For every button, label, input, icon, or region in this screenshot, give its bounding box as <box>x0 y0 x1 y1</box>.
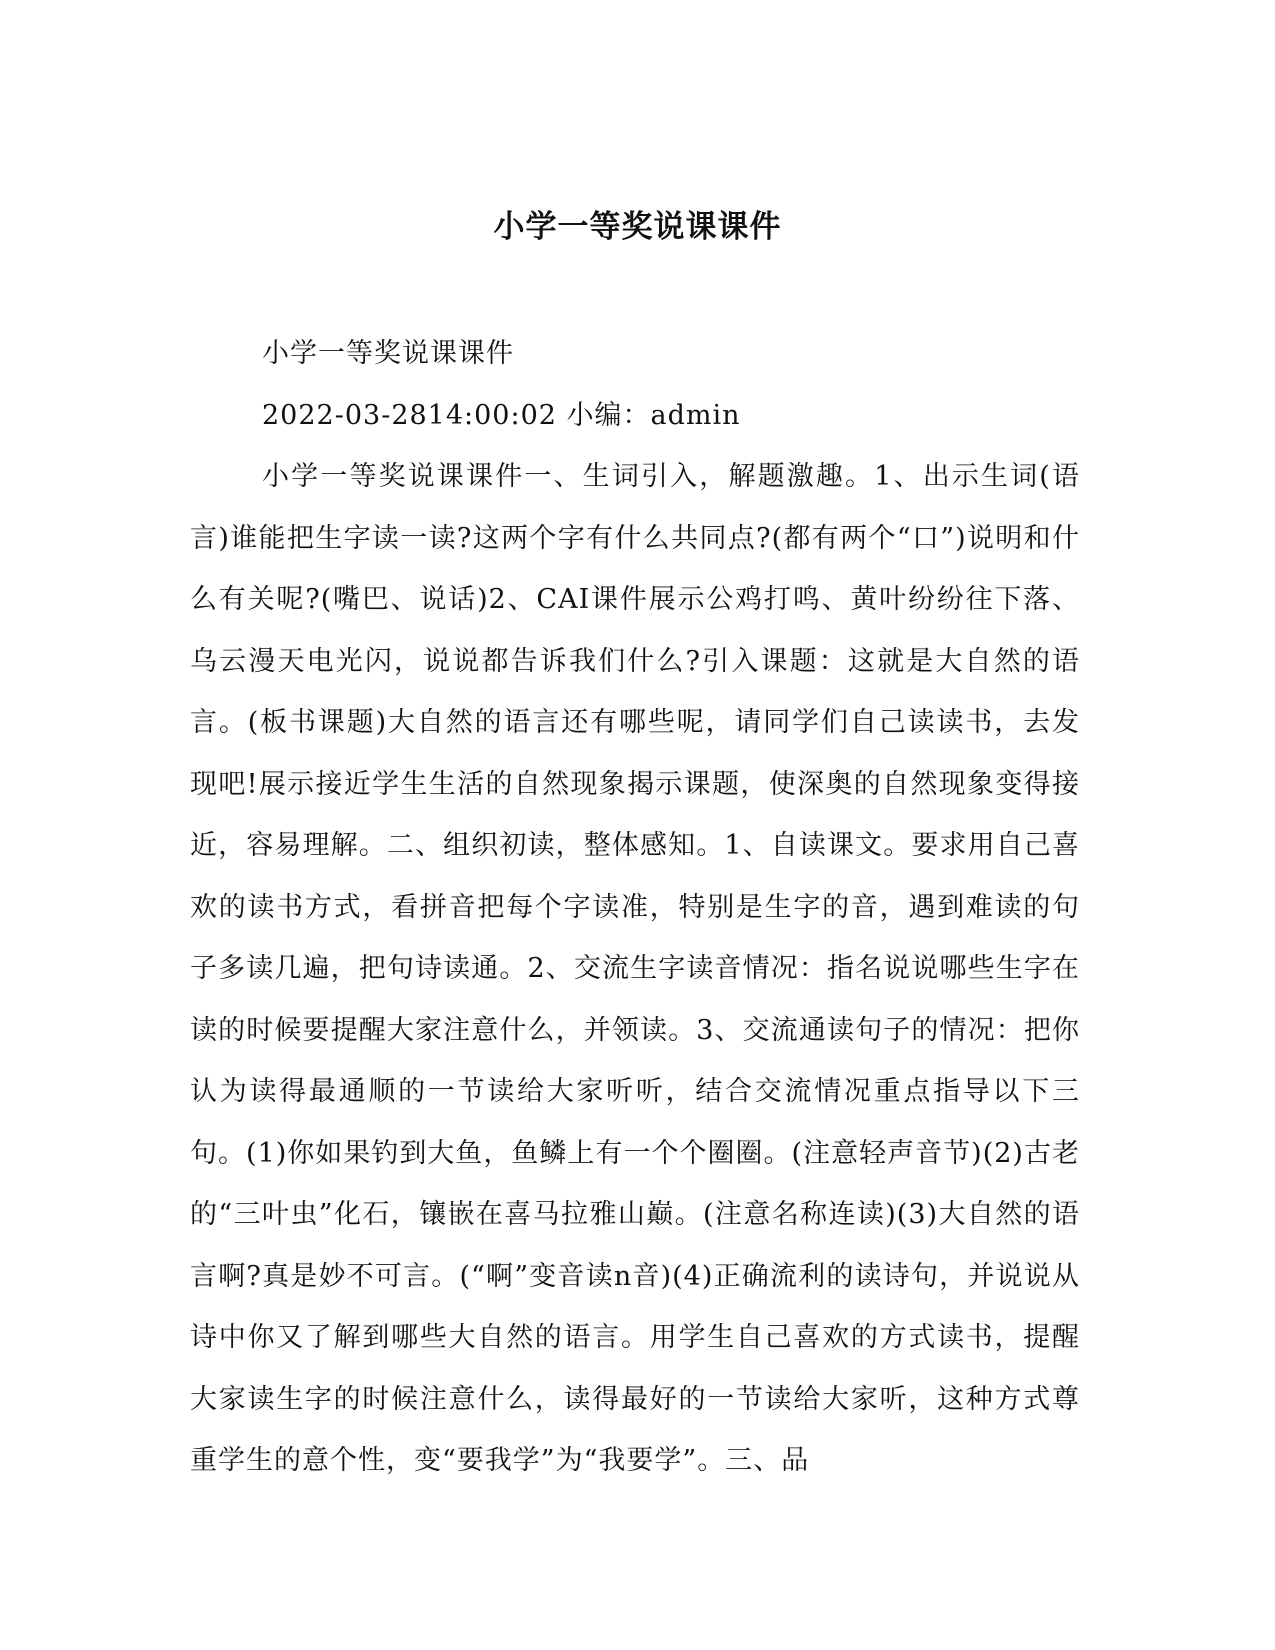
article-meta: 2022-03-2814:00:02 小编：admin <box>262 399 741 431</box>
document-title: 小学一等奖说课课件 <box>493 209 782 245</box>
article-body: 小学一等奖说课课件一、生词引入，解题激趣。1、出示生词(语言)谁能把生字读一读?这两个字有什么共同点?(都有两个“口”)说明和什么有关呢?(嘴巴、说话)2、CAI课件展示公鸡打鸣、黄叶纷纷往下落、乌云漫天电光闪，说说都告诉我们什么?引入课题：这就是大自然的语言。(板书课题)大自然的语言还有哪些呢，请同学们自己读读书，去发现吧!展示接近学生生活的自然现象揭示课题，使深奥的自然现象变得接近，容易理解。二、组织初读，整体感知。1、自读课文。要求用自己喜欢的读书方式，看拼音把每个字读准，特别是生字的音，遇到难读的句子多读几遍，把句诗读通。2、交流生字读音情况：指名说说哪些生字在读的时候要提醒大家注意什么，并领读。3、交流通读句子的情况：把你认为读得最通顺的一节读给大家听听，结合交流情况重点指导以下三句。(1)你如果钓到大鱼，鱼鳞上有一个个圈圈。(注意轻声音节)(2)古老的“三叶虫”化石，镶嵌在喜马拉雅山巅。(注意名称连读)(3)大自然的语言啊?真是妙不可言。(“啊”变音读n音)(4)正确流利的读诗句，并说说从诗中你又了解到哪些大自然的语言。用学生自己喜欢的方式读书，提醒大家读生字的时候注意什么，读得最好的一节读给大家听，这种方式尊重学生的意个性，变“要我学”为“我要学”。三、品 <box>190 461 1080 1476</box>
document-content <box>190 323 1080 1492</box>
article-subtitle: 小学一等奖说课课件 <box>262 338 514 369</box>
